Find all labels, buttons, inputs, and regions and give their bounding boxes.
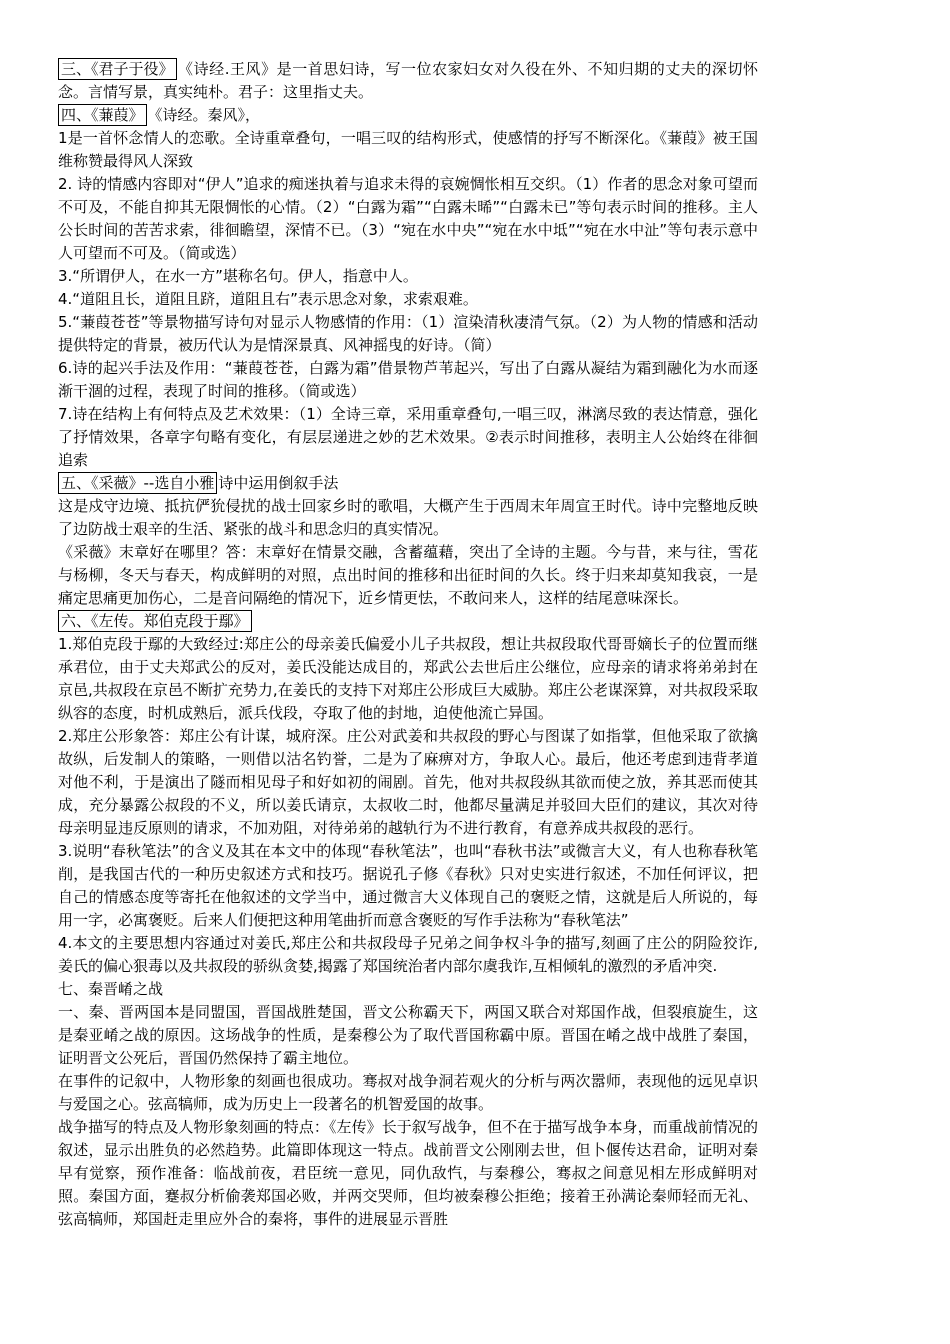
section-4-heading-line xyxy=(58,104,758,127)
section-5-heading-tail: 诗中运用倒叙手法 xyxy=(218,474,339,492)
section-6-para-4: 4.本文的主要思想内容通过对姜氏,郑庄公和共叔段母子兄弟之间争权斗争的描写,刻画了庄公的阴险狡诈,姜氏的偏心狠毒以及共叔段的骄纵贪婪,揭露了郑国统治者内部尔虞我诈,互相倾轧的激烈的矛盾冲突. xyxy=(58,934,758,975)
section-6-para-2: 2.郑庄公形象答：郑庄公有计谋，城府深。庄公对武姜和共叔段的野心与图谋了如指掌，但他采取了欲擒故纵，后发制人的策略，一则借以沽名钓誉，二是为了麻痹对方，争取人心。最后，他还考虑到违背孝道对他不利，于是演出了隧而相见母子和好如初的闹剧。首先，他对共叔段纵其欲而使之放，养其恶而使其成，充分暴露公叔段的不义，所以姜氏请京，太叔收二时，他都尽量满足并驳回大臣们的建议，其次对待母亲明显违反原则的请求，不加劝阻，对待弟弟的越轨行为不进行教育，有意养成共叔段的恶行。 xyxy=(58,727,758,837)
section-4-para-4: 4.“道阻且长，道阻且跻，道阻且右”表示思念对象，求索艰难。 xyxy=(58,290,478,308)
section-4-para-6: 6.诗的起兴手法及作用：“蒹葭苍苍，白露为霜”借景物芦苇起兴，写出了白露从凝结为霜到融化为水而逐渐干涸的过程，表现了时间的推移。（简或选） xyxy=(58,359,758,400)
section-6-heading-line xyxy=(58,610,758,633)
section-7-heading: 七、秦晋崤之战 xyxy=(58,980,164,998)
section-5-heading-line xyxy=(58,472,758,495)
section-7-para-3: 战争描写的特点及人物形象刻画的特点：《左传》长于叙写战争，但不在于描写战争本身，而重战前情况的叙述，显示出胜负的必然趋势。此篇即体现这一特点。战前晋文公刚刚去世，但卜偃传达君命，证明对秦早有觉察，预作准备：临战前夜，君臣统一意见，同仇敌忾，与秦穆公，骞叔之间意见相左形成鲜明对照。秦国方面，蹇叔分析偷袭郑国必败，并两交哭师，但均被秦穆公拒绝；接着王孙满论秦师轻而无礼、弦高犒师，郑国赶走里应外合的秦将，事件的进展显示晋胜 xyxy=(58,1118,758,1228)
section-4-heading: 四、《蒹葭》 xyxy=(58,104,147,126)
section-5-heading: 五、《采薇》--选自小雅 xyxy=(58,472,217,494)
section-4-para-2: 2. 诗的情感内容即对“伊人”追求的痴迷执着与追求未得的哀婉惆怅相互交织。（1）作者的思念对象可望而不可及，不能自抑其无限惆怅的心情。（2）“白露为霜”“白露未晞”“白露未已”等句表示时间的推移。主人公长时间的苦苦求索，徘徊瞻望，深情不已。（3）“宛在水中央”“宛在水中坻”“宛在水中沚”等句表示意中人可望而不可及。（简或选） xyxy=(58,175,758,262)
section-4-heading-tail: 《诗经。秦风》， xyxy=(147,106,261,124)
section-4-para-7: 7.诗在结构上有何特点及艺术效果：（1）全诗三章，采用重章叠句,一唱三叹，淋漓尽致的表达情意，强化了抒情效果，各章字句略有变化，有层层递进之妙的艺术效果。②表示时间推移，表明主人公始终在徘徊追索 xyxy=(58,405,758,469)
section-4-para-5: 5.“蒹葭苍苍”等景物描写诗句对显示人物感情的作用：（1）渲染清秋凄清气氛。（2）为人物的情感和活动提供特定的背景，被历代认为是情深景真、风神摇曳的好诗。（简） xyxy=(58,313,758,354)
section-5-para-1: 这是戍守边境、抵抗俨狁侵扰的战士回家乡时的歌唱，大概产生于西周末年周宣王时代。诗中完整地反映了边防战士艰辛的生活、紧张的战斗和思念归的真实情况。 xyxy=(58,497,758,538)
section-6-para-1: 1.郑伯克段于鄢的大致经过:郑庄公的母亲姜氏偏爱小儿子共叔段，想让共叔段取代哥哥嫡长子的位置而继承君位，由于丈夫郑武公的反对，姜氏没能达成目的，郑武公去世后庄公继位，应母亲的请求将弟弟封在京邑,共叔段在京邑不断扩充势力,在姜氏的支持下对郑庄公形成巨大威胁。郑庄公老谋深算，对共叔段采取纵容的态度，时机成熟后，派兵伐段，夺取了他的封地，迫使他流亡异国。 xyxy=(58,635,758,722)
section-5-para-2: 《采薇》末章好在哪里？答：末章好在情景交融，含蓄蕴藉，突出了全诗的主题。今与昔，来与往，雪花与杨柳，冬天与春天，构成鲜明的对照，点出时间的推移和出征时间的久长。终于归来却莫知我哀，一是痛定思痛更加伤心，二是音问隔绝的情况下，近乡情更怯，不敢问来人，这样的结尾意味深长。 xyxy=(58,543,758,607)
document-body xyxy=(58,58,758,1231)
section-4-para-3: 3.“所谓伊人，在水一方”堪称名句。伊人，指意中人。 xyxy=(58,267,418,285)
section-7-para-1: 一、秦、晋两国本是同盟国，晋国战胜楚国，晋文公称霸天下，两国又联合对郑国作战，但裂痕旋生，这是秦亚崤之战的原因。这场战争的性质，是秦穆公为了取代晋国称霸中原。晋国在崤之战中战胜了秦国，证明晋文公死后，晋国仍然保持了霸主地位。 xyxy=(58,1003,758,1067)
section-6-para-3: 3.说明“春秋笔法”的含义及其在本文中的体现“春秋笔法”，也叫“春秋书法”或微言大义，有人也称春秋笔削，是我国古代的一种历史叙述方式和技巧。据说孔子修《春秋》只对史实进行叙述，不加任何评议，把自己的情感态度等寄托在他叙述的文学当中，通过微言大义体现自己的褒贬之情，这就是后人所说的，每用一字，必寓褒贬。后来人们便把这种用笔曲折而意含褒贬的写作手法称为“春秋笔法” xyxy=(58,842,758,929)
section-3-text: 《诗经.王风》是一首思妇诗，写一位农家妇女对久役在外、不知归期的丈夫的深切怀念。言情写景，真实纯朴。君子：这里指丈夫。 xyxy=(58,60,758,101)
section-3-heading: 三、《君子于役》 xyxy=(58,58,177,80)
section-7-para-2: 在事件的记叙中，人物形象的刻画也很成功。骞叔对战争洞若观火的分析与两次嚣师，表现他的远见卓识与爱国之心。弦高犒师，成为历史上一段著名的机智爱国的故事。 xyxy=(58,1072,758,1113)
section-6-heading: 六、《左传。郑伯克段于鄢》 xyxy=(58,610,252,632)
section-4-para-1: 1是一首怀念情人的恋歌。全诗重章叠句，一唱三叹的结构形式，使感情的抒写不断深化。《蒹葭》被王国维称赞最得风人深致 xyxy=(58,129,758,170)
section-3 xyxy=(58,58,758,104)
